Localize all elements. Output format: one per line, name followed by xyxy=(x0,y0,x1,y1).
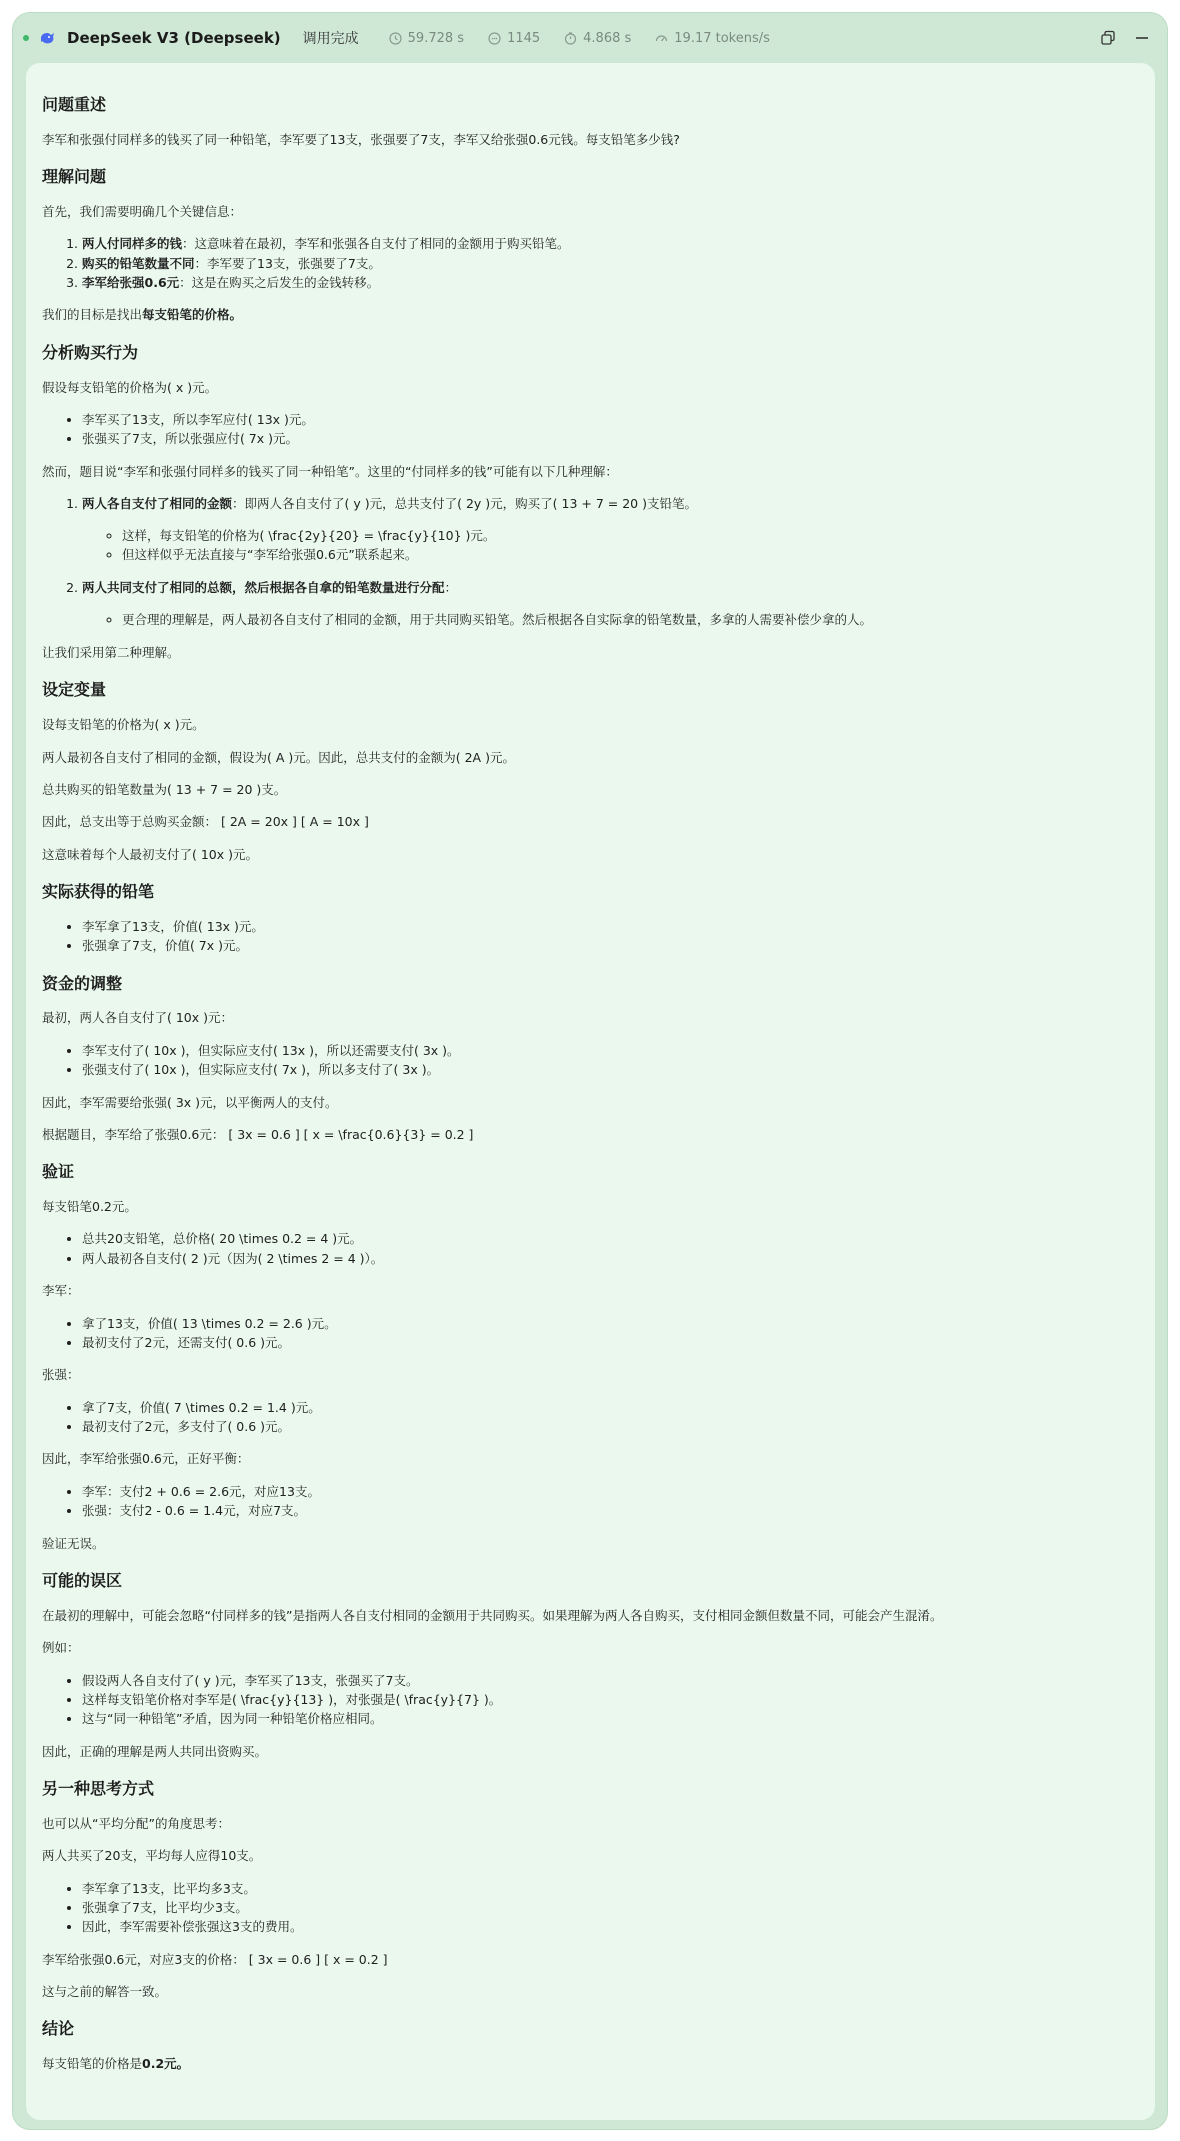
paragraph: 李军给张强0.6元，对应3支的价格： [ 3x = 0.6 ] [ x = 0.2 ] xyxy=(42,1951,388,1967)
whale-icon xyxy=(39,29,57,47)
list-item: 1. 两人付同样多的钱：这意味着在最初，李军和张强各自支付了相同的金额用于购买铅笔。 xyxy=(82,234,1139,253)
paragraph: 设每支铅笔的价格为( x )元。 xyxy=(42,717,205,733)
section-title-adjust: 资金的调整 xyxy=(42,973,123,993)
bullet-list xyxy=(42,1879,1139,1937)
paragraph: 每支铅笔的价格是0.2元。 xyxy=(42,2056,190,2072)
list-item: • 张强拿了7支，比平均少3支。 xyxy=(82,1898,1139,1917)
bullet-list xyxy=(42,1229,1139,1268)
list-item: • 总共20支铅笔，总价格( 20 \times 0.2 = 4 )元。 xyxy=(82,1229,1139,1248)
paragraph: 李军和张强付同样多的钱买了同一种铅笔，李军要了13支，张强要了7支，李军又给张强0.6元钱。每支铅笔多少钱? xyxy=(42,131,680,147)
sub-list xyxy=(82,610,1139,629)
timer-icon xyxy=(564,32,577,45)
section-title-variables: 设定变量 xyxy=(42,680,107,700)
paragraph: 因此，正确的理解是两人共同出资购买。 xyxy=(42,1743,268,1759)
paragraph: 这意味着每个人最初支付了( 10x )元。 xyxy=(42,846,259,862)
list-item: ◦ 但这样似乎无法直接与“李军给张强0.6元”联系起来。 xyxy=(122,545,1139,564)
clock-icon xyxy=(389,32,402,45)
paragraph: 假设每支铅笔的价格为( x )元。 xyxy=(42,379,218,395)
list-item: • 李军：支付2 + 0.6 = 2.6元，对应13支。 xyxy=(82,1482,1139,1501)
list-item: 2. 购买的铅笔数量不同：李军要了13支，张强要了7支。 xyxy=(82,254,1139,273)
paragraph: 最初，两人各自支付了( 10x )元： xyxy=(42,1010,234,1026)
speed-value: 19.17 tokens/s xyxy=(674,30,770,46)
list-item: • 张强支付了( 10x )，但实际应支付( 7x )，所以多支付了( 3x )。 xyxy=(82,1060,1139,1079)
list-item: • 这样每支铅笔价格对李军是( \frac{y}{13} )，对张强是( \frac{y}{7} )。 xyxy=(82,1690,1139,1709)
list-item: • 两人最初各自支付( 2 )元（因为( 2 \times 2 = 4 )）。 xyxy=(82,1249,1139,1268)
bullet-list xyxy=(42,1314,1139,1353)
status-dot xyxy=(23,35,29,41)
response-header xyxy=(13,13,1167,63)
section-title-analyze: 分析购买行为 xyxy=(42,342,139,362)
paragraph: 让我们采用第二种理解。 xyxy=(42,645,180,661)
section-title-restate: 问题重述 xyxy=(42,95,107,114)
paragraph: 每支铅笔0.2元。 xyxy=(42,1199,137,1215)
paragraph: 张强： xyxy=(42,1367,80,1383)
response-content xyxy=(26,63,1155,2120)
list-item: • 李军拿了13支，价值( 13x )元。 xyxy=(82,917,1139,936)
paragraph: 总共购买的铅笔数量为( 13 + 7 = 20 )支。 xyxy=(42,781,287,797)
interpretation-list xyxy=(42,494,1139,629)
paragraph: 因此，李军给张强0.6元，正好平衡： xyxy=(42,1451,250,1467)
model-name: DeepSeek V3 (Deepseek) xyxy=(67,29,281,47)
list-item: • 张强买了7支，所以张强应付( 7x )元。 xyxy=(82,429,1139,448)
list-item: • 最初支付了2元，多支付了( 0.6 )元。 xyxy=(82,1417,1139,1436)
bullet-list xyxy=(42,917,1139,956)
list-item: • 最初支付了2元，还需支付( 0.6 )元。 xyxy=(82,1333,1139,1352)
section-title-pitfalls: 可能的误区 xyxy=(42,1570,123,1590)
paragraph: 验证无误。 xyxy=(42,1535,105,1551)
key-info-list xyxy=(42,234,1139,292)
paragraph: 两人最初各自支付了相同的金额，假设为( A )元。因此，总共支付的金额为( 2A )元。 xyxy=(42,749,515,765)
paragraph: 然而，题目说“李军和张强付同样多的钱买了同一种铅笔”。这里的“付同样多的钱”可能有以下几种理解： xyxy=(42,463,618,479)
section-title-verify: 验证 xyxy=(42,1162,75,1182)
list-item: • 李军支付了( 10x )，但实际应支付( 13x )，所以还需要支付( 3x )。 xyxy=(82,1041,1139,1060)
paragraph: 因此，总支出等于总购买金额： [ 2A = 20x ] [ A = 10x ] xyxy=(42,814,369,830)
token-icon xyxy=(488,32,501,45)
header-actions xyxy=(1097,27,1153,49)
list-item: 3. 李军给张强0.6元：这是在购买之后发生的金钱转移。 xyxy=(82,273,1139,292)
list-item: 2. 两人共同支付了相同的总额，然后根据各自拿的铅笔数量进行分配： ◦ 更合理的理解是，两人最初各自支付了相同的金额，用于共同购买铅笔。然后根据各自实际拿的铅笔数量，多拿的人需要补偿少拿的人。 xyxy=(82,578,1139,629)
list-item: 1. 两人各自支付了相同的金额：即两人各自支付了( y )元，总共支付了( 2y )元，购买了( 13 + 7 = 20 )支铅笔。 ◦ 这样，每支铅笔的价格为( \frac{2y}{20} = \frac{y}{10} )元。 ◦ 但这样似乎无法直接与“李军给张强0.6元”联系起来。 xyxy=(82,494,1139,564)
list-item: • 这与“同一种铅笔”矛盾，因为同一种铅笔价格应相同。 xyxy=(82,1709,1139,1728)
list-item: • 李军拿了13支，比平均多3支。 xyxy=(82,1879,1139,1898)
duration-value: 59.728 s xyxy=(407,30,465,46)
sub-list xyxy=(82,526,1139,565)
paragraph: 首先，我们需要明确几个关键信息： xyxy=(42,203,243,219)
paragraph: 这与之前的解答一致。 xyxy=(42,1984,168,2000)
list-item: • 李军买了13支，所以李军应付( 13x )元。 xyxy=(82,410,1139,429)
speed-meta xyxy=(655,31,770,46)
list-item: ◦ 这样，每支铅笔的价格为( \frac{2y}{20} = \frac{y}{10} )元。 xyxy=(122,526,1139,545)
bullet-list xyxy=(42,410,1139,449)
first-token-value: 4.868 s xyxy=(583,30,632,46)
section-title-actual: 实际获得的铅笔 xyxy=(42,882,155,902)
bullet-list xyxy=(42,1482,1139,1521)
speedometer-icon xyxy=(655,32,668,45)
section-title-conclusion: 结论 xyxy=(42,2019,75,2039)
list-item: • 因此，李军需要补偿张强这3支的费用。 xyxy=(82,1917,1139,1936)
list-item: • 拿了13支，价值( 13 \times 0.2 = 2.6 )元。 xyxy=(82,1314,1139,1333)
minimize-icon[interactable] xyxy=(1131,27,1153,49)
paragraph: 根据题目，李军给了张强0.6元： [ 3x = 0.6 ] [ x = \frac{0.6}{3} = 0.2 ] xyxy=(42,1126,474,1142)
tokens-meta xyxy=(488,31,540,46)
paragraph: 两人共买了20支，平均每人应得10支。 xyxy=(42,1848,262,1864)
paragraph: 我们的目标是找出每支铅笔的价格。 xyxy=(42,307,243,323)
list-item: • 张强拿了7支，价值( 7x )元。 xyxy=(82,936,1139,955)
duration-meta xyxy=(389,31,464,46)
paragraph: 例如： xyxy=(42,1640,80,1656)
chat-response-card xyxy=(12,12,1168,2130)
list-item: • 张强：支付2 - 0.6 = 1.4元，对应7支。 xyxy=(82,1501,1139,1520)
section-title-alternative: 另一种思考方式 xyxy=(42,1779,155,1798)
paragraph: 在最初的理解中，可能会忽略“付同样多的钱”是指两人各自支付相同的金额用于共同购买。如果理解为两人各自购买，支付相同金额但数量不同，可能会产生混淆。 xyxy=(42,1607,943,1623)
paragraph: 因此，李军需要给张强( 3x )元，以平衡两人的支付。 xyxy=(42,1094,338,1110)
section-title-understand: 理解问题 xyxy=(42,167,107,187)
list-item: ◦ 更合理的理解是，两人最初各自支付了相同的金额，用于共同购买铅笔。然后根据各自实际拿的铅笔数量，多拿的人需要补偿少拿的人。 xyxy=(122,610,1139,629)
call-status: 调用完成 xyxy=(302,31,359,47)
first-token-meta xyxy=(564,31,631,46)
copy-icon[interactable] xyxy=(1097,27,1119,49)
bullet-list xyxy=(42,1671,1139,1729)
paragraph: 也可以从“平均分配”的角度思考： xyxy=(42,1815,230,1831)
bullet-list xyxy=(42,1398,1139,1437)
list-item: • 拿了7支，价值( 7 \times 0.2 = 1.4 )元。 xyxy=(82,1398,1139,1417)
bullet-list xyxy=(42,1041,1139,1080)
list-item: • 假设两人各自支付了( y )元，李军买了13支，张强买了7支。 xyxy=(82,1671,1139,1690)
paragraph: 李军： xyxy=(42,1283,80,1299)
tokens-value: 1145 xyxy=(507,30,541,46)
